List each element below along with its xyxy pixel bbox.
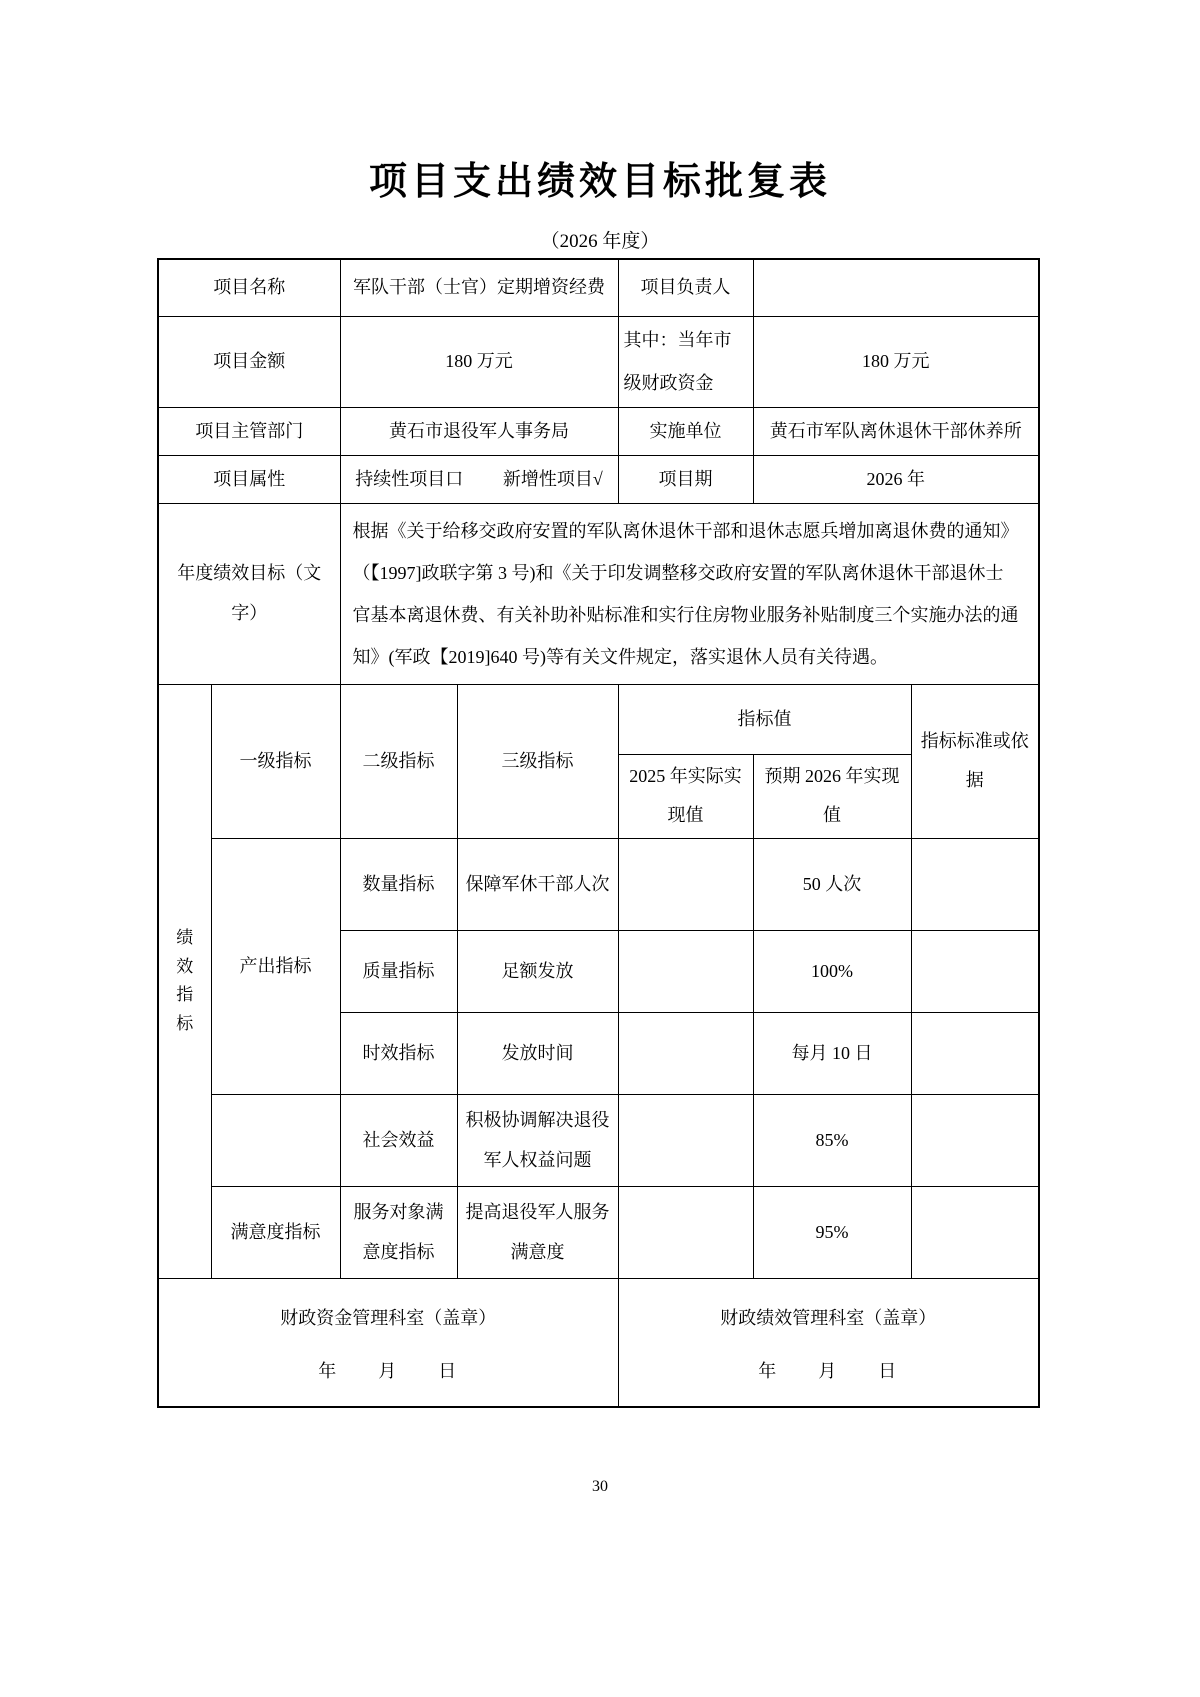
- quality-expected-2026: 100%: [753, 931, 911, 1013]
- table-row: [158, 407, 1039, 455]
- social-benefit-level1-cell: [211, 1095, 340, 1187]
- quantity-indicator-detail: 保障军休干部人次: [457, 839, 618, 931]
- social-benefit-actual-2025: [618, 1095, 753, 1187]
- social-benefit-indicator-detail: 积极协调解决退役军人权益问题: [457, 1095, 618, 1187]
- page-subtitle: （2026 年度）: [540, 231, 660, 252]
- city-fiscal-funds-value: 180 万元: [753, 316, 1039, 407]
- level3-indicator-header: 三级指标: [457, 684, 618, 838]
- implementing-unit-label: 实施单位: [618, 407, 753, 455]
- project-attribute-label: 项目属性: [158, 455, 340, 503]
- page-number: 30: [592, 1478, 608, 1495]
- fiscal-funds-office-signature-cell: [158, 1279, 618, 1407]
- fiscal-performance-office-signature-cell: [618, 1279, 1039, 1407]
- social-benefit-standard: [911, 1095, 1039, 1187]
- quality-indicator-detail: 足额发放: [457, 931, 618, 1013]
- output-indicator-cell: 产出指标: [211, 839, 340, 1095]
- table-row: [158, 1187, 1039, 1279]
- project-leader-value: [753, 259, 1039, 316]
- timeliness-standard: [911, 1013, 1039, 1095]
- annual-goal-text: [340, 503, 1039, 684]
- quantity-standard: [911, 839, 1039, 931]
- actual-2025-header: 2025 年实际实现值: [618, 754, 753, 838]
- quality-actual-2025: [618, 931, 753, 1013]
- satisfaction-expected-2026: 95%: [753, 1187, 911, 1279]
- fiscal-performance-office-date: 年 月 日: [758, 1361, 899, 1382]
- quantity-indicator-cell: 数量指标: [340, 839, 457, 931]
- project-leader-label: 项目负责人: [618, 259, 753, 316]
- table-row: [158, 259, 1039, 316]
- table-row: [158, 1095, 1039, 1187]
- competent-department-label: 项目主管部门: [158, 407, 340, 455]
- project-period-label: 项目期: [618, 455, 753, 503]
- quality-standard: [911, 931, 1039, 1013]
- satisfaction-indicator-cell: 服务对象满意度指标: [340, 1187, 457, 1279]
- fiscal-funds-office-date: 年 月 日: [318, 1361, 459, 1382]
- quantity-actual-2025: [618, 839, 753, 931]
- timeliness-indicator-detail: 发放时间: [457, 1013, 618, 1095]
- goal-text-line: 知》(军政【2019]640 号)等有关文件规定，落实退休人员有关待遇。: [352, 646, 888, 667]
- continuing-project-option: 持续性项目口: [355, 468, 464, 489]
- fiscal-performance-office-title: 财政绩效管理科室（盖章）: [720, 1308, 937, 1329]
- social-benefit-indicator-cell: 社会效益: [340, 1095, 457, 1187]
- table-row: [158, 455, 1039, 503]
- project-attribute-value: [340, 455, 618, 503]
- quality-indicator-cell: 质量指标: [340, 931, 457, 1013]
- project-period-value: 2026 年: [753, 455, 1039, 503]
- satisfaction-level1-cell: 满意度指标: [211, 1187, 340, 1279]
- project-name-label: 项目名称: [158, 259, 340, 316]
- annual-goal-label: 年度绩效目标（文字）: [158, 503, 340, 684]
- quantity-expected-2026: 50 人次: [753, 839, 911, 931]
- satisfaction-actual-2025: [618, 1187, 753, 1279]
- fiscal-funds-office-title: 财政资金管理科室（盖章）: [280, 1308, 497, 1329]
- implementing-unit-value: 黄石市军队离休退休干部休养所: [753, 407, 1039, 455]
- goal-text-line: 官基本离退休费、有关补助补贴标准和实行住房物业服务补贴制度三个实施办法的通: [352, 604, 1019, 625]
- goal-text-line: （【1997]政联字第 3 号)和《关于印发调整移交政府安置的军队离休退休干部退休士: [352, 562, 1004, 583]
- city-fiscal-funds-label: 其中：当年市级财政资金: [618, 316, 753, 407]
- table-row: [158, 839, 1039, 931]
- satisfaction-standard: [911, 1187, 1039, 1279]
- performance-indicator-side-label: 绩效指标: [158, 684, 211, 1278]
- table-row: [158, 316, 1039, 407]
- indicator-value-header: 指标值: [618, 684, 911, 754]
- page-title: 项目支出绩效目标批复表: [368, 161, 831, 203]
- timeliness-expected-2026: 每月 10 日: [753, 1013, 911, 1095]
- competent-department-value: 黄石市退役军人事务局: [340, 407, 618, 455]
- project-name-value: 军队干部（士官）定期增资经费: [340, 259, 618, 316]
- table-row: [158, 684, 1039, 754]
- approval-form-table: [157, 258, 1040, 1408]
- project-amount-label: 项目金额: [158, 316, 340, 407]
- timeliness-indicator-cell: 时效指标: [340, 1013, 457, 1095]
- level2-indicator-header: 二级指标: [340, 684, 457, 838]
- satisfaction-indicator-detail: 提高退役军人服务满意度: [457, 1187, 618, 1279]
- level1-indicator-header: 一级指标: [211, 684, 340, 838]
- table-row: [158, 1279, 1039, 1407]
- indicator-standard-header: 指标标准或依据: [911, 684, 1039, 838]
- social-benefit-expected-2026: 85%: [753, 1095, 911, 1187]
- expected-2026-header: 预期 2026 年实现值: [753, 754, 911, 838]
- new-project-option: 新增性项目√: [502, 468, 603, 489]
- table-row: [158, 503, 1039, 684]
- timeliness-actual-2025: [618, 1013, 753, 1095]
- goal-text-line: 根据《关于给移交政府安置的军队离休退休干部和退休志愿兵增加离退休费的通知》: [352, 520, 1019, 541]
- project-amount-value: 180 万元: [340, 316, 618, 407]
